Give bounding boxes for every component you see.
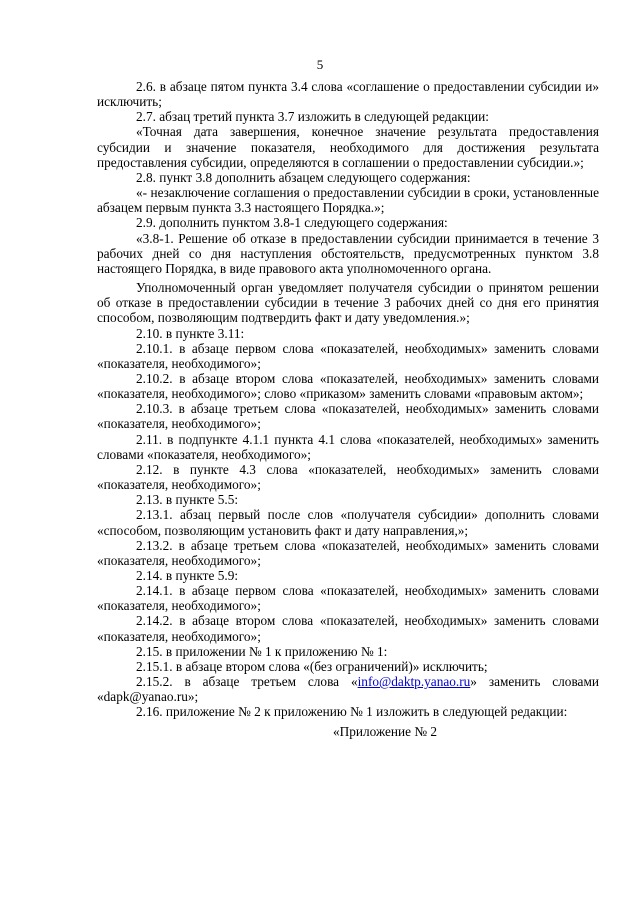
paragraph-2-14-2: 2.14.2. в абзаце втором слова «показателей, необходимых» заменить словами «показателя, необходимого»; bbox=[97, 613, 599, 644]
paragraph-2-13-2: 2.13.2. в абзаце третьем слова «показателей, необходимых» заменить словами «показателя, необходимого»; bbox=[97, 537, 599, 568]
paragraph-2-12: 2.12. в пункте 4.3 слова «показателей, необходимых» заменить словами «показателя, необходимого»; bbox=[97, 461, 599, 493]
email-link[interactable]: info@daktp.yanao.ru bbox=[357, 674, 471, 690]
appendix-heading: «Приложение № 2 bbox=[333, 723, 437, 739]
paragraph-quote-3-7: «Точная дата завершения, конечное значение результата предоставления субсидии и значение показателя, необходимого для достижения результата предоставления субсидии, определяются в соглашении о предоставлении субсидии.»; bbox=[97, 124, 599, 170]
paragraph-2-10-2: 2.10.2. в абзаце втором слова «показателей, необходимых» заменить словами «показателя, необходимого»; слово «приказом» заменить словами «правовым актом»; bbox=[97, 370, 599, 402]
paragraph-quote-notification: Уполномоченный орган уведомляет получателя субсидии о принятом решении об отказе в предоставлении субсидии в течение 3 рабочих дней со дня его принятия способом, позволяющим подтвердить факт и дату уведомления.»; bbox=[97, 280, 599, 326]
paragraph-2-13: 2.13. в пункте 5.5: bbox=[136, 492, 239, 508]
paragraph-2-6: 2.6. в абзаце пятом пункта 3.4 слова «соглашение о предоставлении субсидии и» исключить; bbox=[97, 79, 599, 110]
paragraph-2-7: 2.7. абзац третий пункта 3.7 изложить в следующей редакции: bbox=[136, 109, 489, 125]
paragraph-2-15-1: 2.15.1. в абзаце втором слова «(без ограничений)» исключить; bbox=[136, 658, 488, 674]
paragraph-2-11: 2.11. в подпункте 4.1.1 пункта 4.1 слова «показателей, необходимых» заменить словами «показателя, необходимого»; bbox=[97, 431, 599, 462]
paragraph-2-16: 2.16. приложение № 2 к приложению № 1 изложить в следующей редакции: bbox=[136, 704, 568, 720]
paragraph-quote-3-8-1: «3.8-1. Решение об отказе в предоставлении субсидии принимается в течение 3 рабочих дней со дня наступления обстоятельств, предусмотренных пунктом 3.8 настоящего Порядка, в виде правового акта уполномоченного органа. bbox=[97, 230, 599, 276]
paragraph-2-10-1: 2.10.1. в абзаце первом слова «показателей, необходимых» заменить словами «показателя, необходимого»; bbox=[97, 340, 599, 371]
paragraph-2-15-2-before: 2.15.2. в абзаце третьем слова « bbox=[136, 674, 358, 690]
paragraph-2-10-3: 2.10.3. в абзаце третьем слова «показателей, необходимых» заменить словами «показателя, необходимого»; bbox=[97, 401, 599, 432]
paragraph-2-14: 2.14. в пункте 5.9: bbox=[136, 568, 239, 583]
paragraph-2-9: 2.9. дополнить пунктом 3.8-1 следующего содержания: bbox=[136, 215, 448, 231]
paragraph-quote-3-8: «- незаключение соглашения о предоставлении субсидии в сроки, установленные абзацем первым пункта 3.3 настоящего Порядка.»; bbox=[97, 185, 599, 216]
paragraph-2-14-1: 2.14.1. в абзаце первом слова «показателей, необходимых» заменить словами «показателя, необходимого»; bbox=[97, 583, 599, 614]
paragraph-2-8: 2.8. пункт 3.8 дополнить абзацем следующего содержания: bbox=[136, 169, 471, 185]
document-body bbox=[97, 79, 599, 739]
paragraph-2-13-1: 2.13.1. абзац первый после слов «получателя субсидии» дополнить словами «способом, позволяющим установить факт и дату направления,»; bbox=[97, 507, 599, 538]
paragraph-2-15-2 bbox=[97, 674, 599, 704]
page-number: 5 bbox=[316, 57, 324, 72]
paragraph-2-15: 2.15. в приложении № 1 к приложению № 1: bbox=[136, 643, 388, 659]
paragraph-2-15-2-after: » заменить словами «dapk@yanao.ru»; bbox=[97, 674, 599, 705]
paragraph-2-10: 2.10. в пункте 3.11: bbox=[136, 325, 245, 341]
